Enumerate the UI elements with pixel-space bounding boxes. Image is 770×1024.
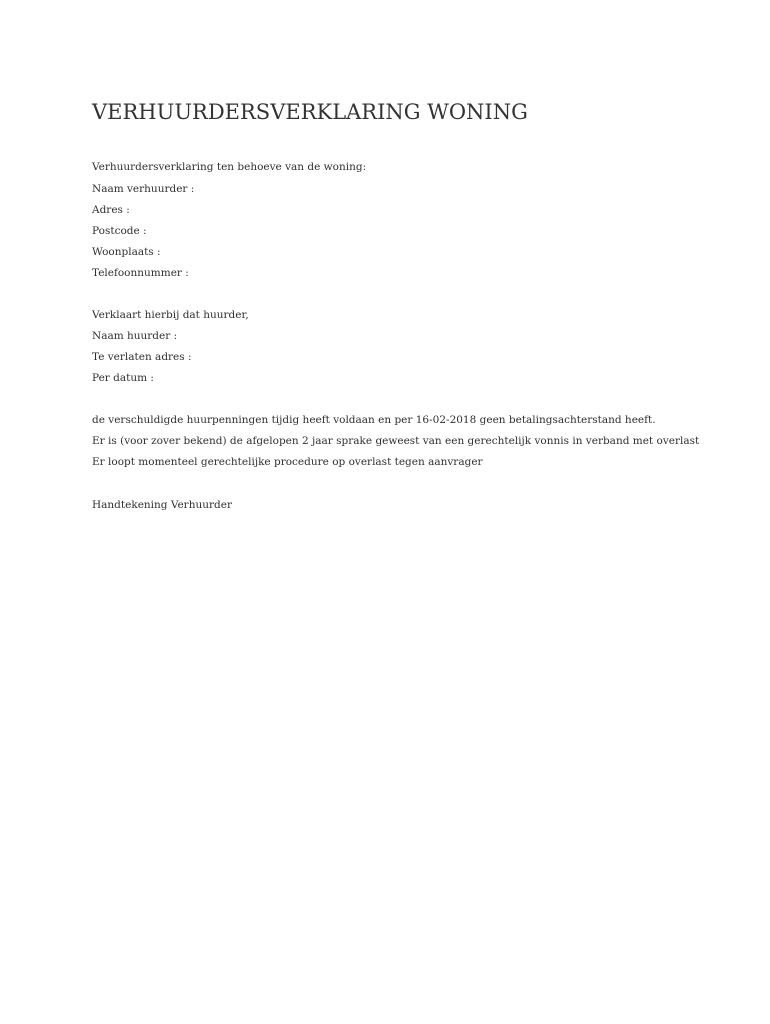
- landlord-name-label: Naam verhuurder :: [92, 183, 195, 195]
- landlord-city-label: Woonplaats :: [92, 246, 161, 258]
- signature-label: Handtekening Verhuurder: [92, 499, 232, 511]
- statement-rent-paid: de verschuldigde huurpenningen tijdig heeft voldaan en per 16-02-2018 geen betalingsachterstand heeft.: [92, 414, 656, 426]
- landlord-postcode-label: Postcode :: [92, 225, 147, 237]
- statement-nuisance-procedure: Er loopt momenteel gerechtelijke procedure op overlast tegen aanvrager: [92, 456, 483, 468]
- statement-nuisance-judgment: Er is (voor zover bekend) de afgelopen 2 jaar sprake geweest van een gerechtelijk vonnis in verband met overlast: [92, 435, 700, 447]
- landlord-address-label: Adres :: [92, 204, 130, 216]
- landlord-intro: Verhuurdersverklaring ten behoeve van de woning:: [92, 161, 367, 173]
- tenant-intro: Verklaart hierbij dat huurder,: [92, 309, 249, 321]
- tenant-date-label: Per datum :: [92, 372, 154, 384]
- document-title: VERHUURDERSVERKLARING WONING: [92, 100, 528, 124]
- landlord-phone-label: Telefoonnummer :: [92, 267, 189, 279]
- tenant-leaving-address-label: Te verlaten adres :: [92, 351, 192, 363]
- tenant-name-label: Naam huurder :: [92, 330, 178, 342]
